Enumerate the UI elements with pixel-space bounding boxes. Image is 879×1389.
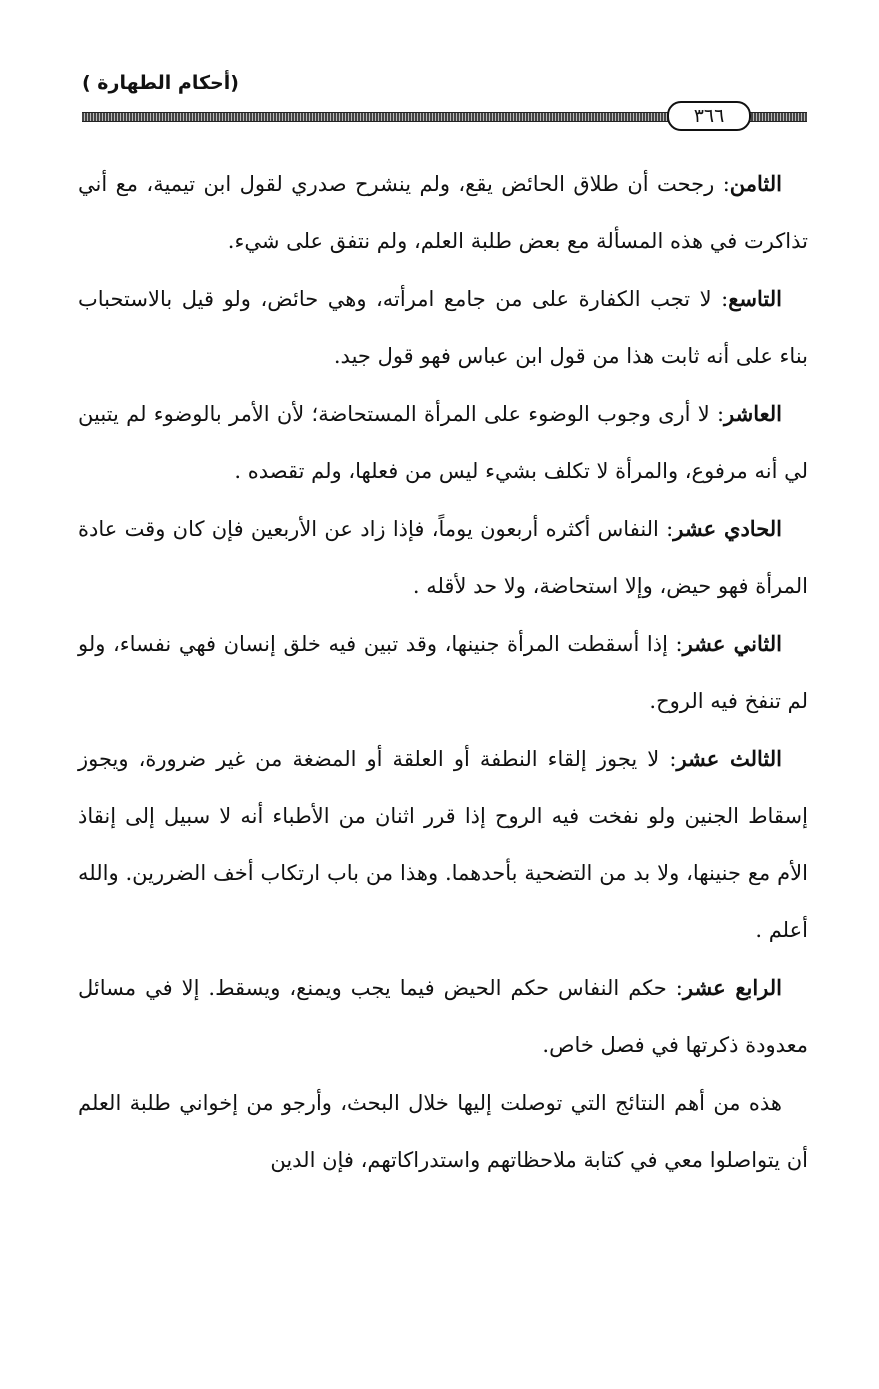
paragraph-lead: الثاني عشر bbox=[682, 631, 782, 656]
paragraph-text: : لا تجب الكفارة على من جامع امرأته، وهي حائض، ولو قيل بالاستحباب بناء على أنه ثابت هذا من قول ابن عباس فهو قول جيد. bbox=[78, 287, 808, 368]
paragraph-text: : لا يجوز إلقاء النطفة أو العلقة أو المضغة من غير ضرورة، ويجوز إسقاط الجنين ولو نفخت فيه الروح إذا قرر اثنان من الأطباء أنه لا سبيل إلى إنقاذ الأم مع جنينها، ولا بد من التضحية بأحدهما. وهذا من باب ارتكاب أخف الضررين. والله أعلم . bbox=[78, 747, 808, 942]
paragraph-text: : إذا أسقطت المرأة جنينها، وقد تبين فيه خلق إنسان فهي نفساء، ولو لم تنفخ فيه الروح. bbox=[78, 632, 808, 713]
paragraph-lead: الثالث عشر bbox=[676, 746, 782, 771]
paragraph-text: : حكم النفاس حكم الحيض فيما يجب ويمنع، ويسقط. إلا في مسائل معدودة ذكرتها في فصل خاص. bbox=[78, 976, 808, 1057]
paragraph-twelfth bbox=[78, 615, 808, 730]
paragraph-lead: الحادي عشر bbox=[673, 516, 782, 541]
paragraph-thirteenth bbox=[78, 730, 808, 959]
paragraph-eighth bbox=[78, 155, 808, 270]
paragraph-text: : لا أرى وجوب الوضوء على المرأة المستحاضة؛ لأن الأمر بالوضوء لم يتبين لي أنه مرفوع، والمرأة لا تكلف بشيء ليس من فعلها، ولم تقصده . bbox=[78, 402, 808, 483]
paragraph-text: هذه من أهم النتائج التي توصلت إليها خلال البحث، وأرجو من إخواني طلبة العلم أن يتواصلوا معي في كتابة ملاحظاتهم واستدراكاتهم، فإن الدين bbox=[78, 1091, 808, 1172]
paragraph-lead: الرابع عشر bbox=[682, 975, 783, 1000]
page-number: ٣٦٦ bbox=[667, 101, 751, 131]
paragraph-tenth bbox=[78, 385, 808, 500]
page-header bbox=[82, 70, 807, 130]
paragraph-eleventh bbox=[78, 500, 808, 615]
paragraph-ninth bbox=[78, 270, 808, 385]
page-body bbox=[78, 155, 808, 1189]
paragraph-text: : رجحت أن طلاق الحائض يقع، ولم ينشرح صدري لقول ابن تيمية، مع أني تذاكرت في هذه المسألة مع بعض طلبة العلم، ولم نتفق على شيء. bbox=[78, 172, 808, 253]
paragraph-conclusion bbox=[78, 1074, 808, 1189]
paragraph-lead: التاسع bbox=[728, 286, 782, 311]
running-title: (أحكام الطهارة ) bbox=[82, 72, 239, 94]
paragraph-text: : النفاس أكثره أربعون يوماً، فإذا زاد عن الأربعين فإن كان وقت عادة المرأة فهو حيض، وإلا استحاضة، ولا حد لأقله . bbox=[78, 517, 808, 598]
paragraph-lead: العاشر bbox=[724, 401, 782, 426]
paragraph-lead: الثامن bbox=[729, 171, 782, 196]
paragraph-fourteenth bbox=[78, 959, 808, 1074]
